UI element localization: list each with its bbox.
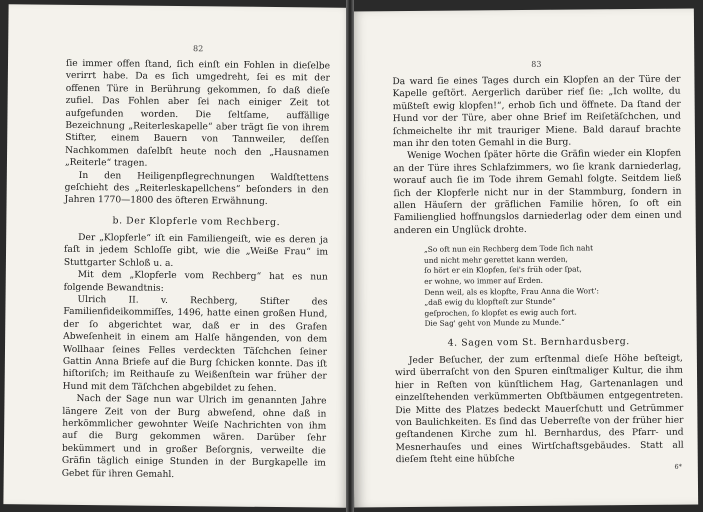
poem-line: Denn weil, als es klopfte, Frau Anna die Wort': bbox=[424, 286, 600, 297]
left-page bbox=[3, 4, 352, 508]
book-gutter bbox=[346, 0, 354, 512]
poem bbox=[424, 243, 683, 330]
poem-line: geſprochen, ſo klopfet es ewig auch fort. bbox=[424, 307, 577, 318]
paragraph: Wenige Wochen ſpäter hörte die Gräfin wieder ein Klopfen an der Türe ihres Schlafzimmers, wo ſie krank darniederlag, worauf auch ſie im Tode ihrem Gemahl folgte. Seitdem ließ ſich der Klopferle nicht nur in der Stammburg, ſondern in allen Häuſern der gräflichen Familie hören, ſo oft ein Familienglied hoffnungslos darniederlag oder dem einen und anderen ein Unglück drohte. bbox=[393, 149, 682, 237]
section-heading: 4. Sagen vom St. Bernhardusberg. bbox=[447, 336, 630, 349]
paragraph: Da ward ſie eines Tages durch ein Klopfen an der Türe der Kapelle geſtört. Aergerlich darüber rief ſie: „Ich wollte, du müßteſt ewig klopfen!“, erhob ſich und öffnete. Da ſtand der Hund vor der Türe, aber ohne Brief im Reiſetäſchchen, und ſchmeichelte ihr mit trauriger Miene. Bald darauf brachte man ihr den toten Gemahl in die Burg. bbox=[392, 74, 681, 150]
paragraph: Mit dem „Klopferle vom Rechberg“ hat es nun folgende Bewandtnis: bbox=[63, 270, 328, 294]
paragraph: Jeder Beſucher, der zum erſtenmal dieſe Höhe beſteigt, wird überraſcht von den Spuren einſtmaliger Kultur, die ihm hier in Reſten von künſtlichem Hag, Gartenanlagen und einzelſtehenden verkümmerten Obſtbäumen entgegentreten. Die Mitte des Platzes bedeckt Mauerſchutt und Getrümmer von Baulichkeiten. Es ſind das Ueberreſte von der früher hier geſtandenen Kirche zum hl. Bernhardus, des Pfarr- und Mesnerhauſes und eines Wirtſchaftsgebäudes. Statt all dieſem ſteht eine hübſche bbox=[394, 353, 684, 466]
signature-mark: 6* bbox=[674, 462, 682, 471]
poem-line: „So oft nun ein Rechberg dem Tode ſich naht bbox=[423, 243, 594, 255]
paragraph: Nach der Sage nun war Ulrich im genannten Jahre längere Zeit von der Burg abweſend, ohne daß in herkömmlicher gewohnter Weiſe Nachrichten von ihm auf die Burg gekommen wären. Darüber ſehr bekümmert und in großer Beſorgnis, verweilte die Gräfin täglich einige Stunden in der Burgkapelle im Gebet für ihren Gemahl. bbox=[61, 394, 327, 480]
poem-line: er wohne, wo immer auf Erden. bbox=[424, 275, 544, 286]
section-heading: b. Der Klopferle vom Rechberg. bbox=[112, 215, 281, 228]
poem-line: und nicht mehr gerettet kann werden, bbox=[423, 254, 568, 265]
page-number-right: 83 bbox=[531, 59, 542, 69]
poem-line: „daß ewig du klopfteſt zur Stunde“ bbox=[424, 296, 556, 308]
paragraph: In den Heiligenpflegrechnungen Waldſtettens geſchieht des „Reiterleskapellchens“ beſonders in den Jahren 1770—1800 des öfteren Erwähnung. bbox=[64, 170, 329, 208]
poem-line: Die Sag' geht von Munde zu Munde.“ bbox=[424, 318, 565, 329]
right-page bbox=[350, 9, 698, 508]
paragraph: ſie immer offen ſtand, ſich einſt ein Fohlen in dieſelbe verirrt habe. Da es ſich umgedreht, ſei es mit der offenen Türe in Berührung gekommen, ſo daß dieſe zufiel. Das Fohlen aber ſei nach einiger Zeit tot aufgefunden worden. Die ſeltſame, auffällige Bezeichnung „Reiterleskapelle“ aber trägt ſie von ihrem Stifter, einem Bauern von Tannweiler, deſſen Nachkommen daſelbſt heute noch den „Hausnamen „Reiterle“ tragen. bbox=[64, 58, 331, 169]
paragraph: Der „Klopferle“ iſt ein Familiengeiſt, wie es deren ja faſt in jedem Schloſſe gibt, wie die „Weiße Frau“ im Stuttgarter Schloß u. a. bbox=[63, 232, 329, 269]
poem-line: ſo hört er ein Klopfen, ſei's früh oder ſpat, bbox=[424, 264, 582, 276]
paragraph: Ulrich II. v. Rechberg, Stifter des Familienfideikommiſſes, 1496, hatte einen großen Hund, der ſo abgerichtet war, daß er in des Grafen Abweſenheit in einem am Halſe hängenden, von dem Wollhaar ſeines Felles verdeckten Täſchchen ſeiner Gattin Anna Briefe auf die Burg ſchicken konnte. Das iſt hiſtoriſch; im Reithauſe zu Weißenſtein war früher der Hund mit dem Täſchchen abgebildet zu ſehen. bbox=[62, 294, 328, 394]
page-number-left: 82 bbox=[193, 44, 204, 54]
